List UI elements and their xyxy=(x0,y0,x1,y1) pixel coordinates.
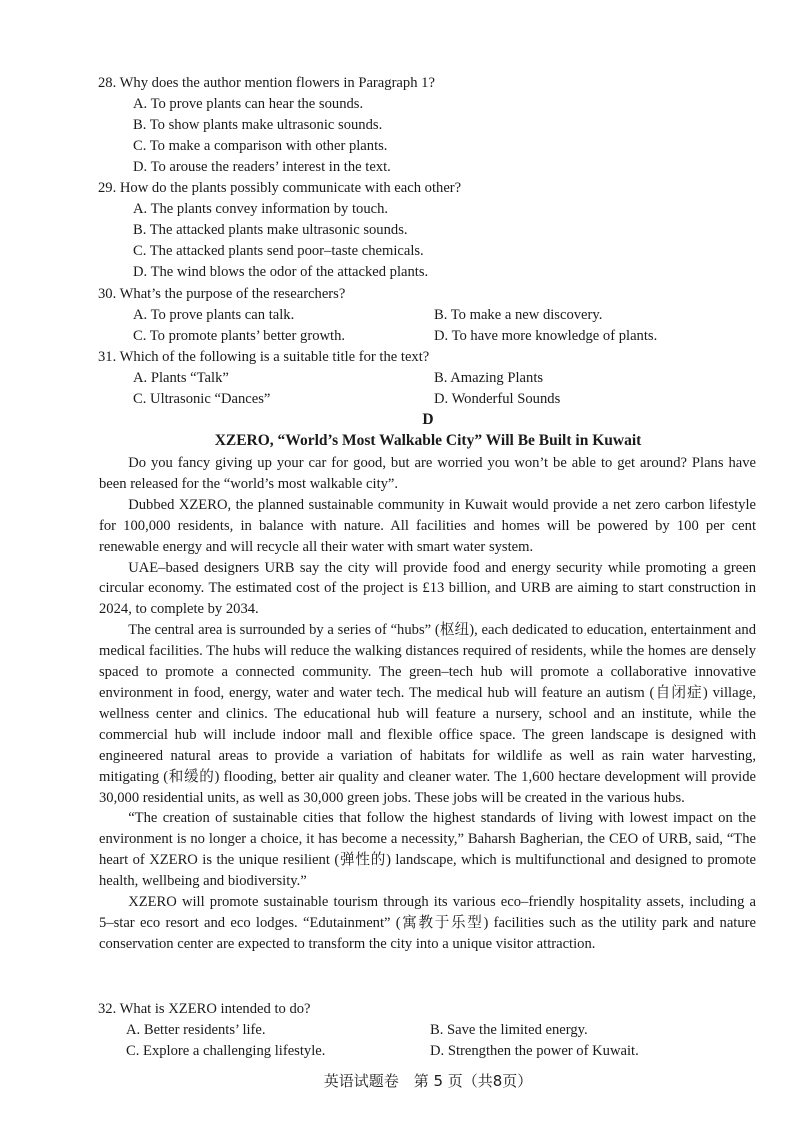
passage-paragraph-3: UAE–based designers URB say the city will provide food and energy security while promoting a green circular economy. The estimated cost of the project is £13 billion, and URB are aiming to start construction in 2024, to complete by 2034. xyxy=(99,559,756,618)
question-30-option-c: C. To promote plants’ better growth. xyxy=(133,328,346,344)
question-28-stem: 28. Why does the author mention flowers in Paragraph 1? xyxy=(98,75,435,91)
question-29-stem: 29. How do the plants possibly communicate with each other? xyxy=(98,180,462,196)
section-letter: D xyxy=(422,411,434,428)
question-32-stem: 32. What is XZERO intended to do? xyxy=(98,1001,311,1017)
question-28-option-c: C. To make a comparison with other plants. xyxy=(133,138,388,154)
question-31-option-c: C. Ultrasonic “Dances” xyxy=(133,391,271,407)
passage-title: XZERO, “World’s Most Walkable City” Will Be Built in Kuwait xyxy=(214,432,642,449)
question-29-option-d: D. The wind blows the odor of the attacked plants. xyxy=(133,264,429,280)
question-32-option-b: B. Save the limited energy. xyxy=(430,1022,588,1038)
question-31-option-b: B. Amazing Plants xyxy=(434,370,544,386)
passage-paragraph-5: “The creation of sustainable cities that follow the highest standards of living with lowest impact on the environment is no longer a choice, it has become a necessity,” Baharsh Bagherian, the CEO of URB, said, “The heart of XZERO is the unique resilient (弹性的) landscape, which is multifunctional and designed to promote health, wellbeing and biodiversity.” xyxy=(99,810,756,890)
question-30-option-d: D. To have more knowledge of plants. xyxy=(434,328,658,344)
question-30-option-b: B. To make a new discovery. xyxy=(434,307,603,323)
passage-paragraph-4: The central area is surrounded by a series of “hubs” (枢纽), each dedicated to education, entertainment and medical facilities. The hubs will reduce the walking distances required of residents, while the homes are densely spaced to promote a connected community. The green–tech hub will promote a collaborative innovative environment in food, energy, water and water tech. The medical hub will feature an autism (自闭症) village, wellness center and clinics. The educational hub will feature a nursery, school and an institute, while the commercial hub will include indoor mall and flexible office space. The green landscape is designed with engineered natural areas to provide a variation of habitats for wildlife as well as rain water harvesting, mitigating (和缓的) flooding, better air quality and cleaner water. The 1,600 hectare development will provide 30,000 residential units, as well as 30,000 green jobs. These jobs will be created in the various hubs. xyxy=(99,622,756,806)
question-31-option-d: D. Wonderful Sounds xyxy=(434,391,561,407)
question-29-option-a: A. The plants convey information by touch. xyxy=(133,201,389,217)
question-30-option-a: A. To prove plants can talk. xyxy=(133,307,295,323)
question-30-stem: 30. What’s the purpose of the researchers? xyxy=(98,286,346,302)
passage-body xyxy=(99,453,756,955)
question-28-option-a: A. To prove plants can hear the sounds. xyxy=(133,96,364,112)
question-28-option-b: B. To show plants make ultrasonic sounds. xyxy=(133,117,383,133)
question-29-option-b: B. The attacked plants make ultrasonic sounds. xyxy=(133,222,408,238)
question-32-option-c: C. Explore a challenging lifestyle. xyxy=(126,1043,326,1059)
question-29-option-c: C. The attacked plants send poor–taste chemicals. xyxy=(133,243,424,259)
question-31-stem: 31. Which of the following is a suitable title for the text? xyxy=(98,349,430,365)
question-32-option-d: D. Strengthen the power of Kuwait. xyxy=(430,1043,639,1059)
passage-paragraph-2: Dubbed XZERO, the planned sustainable community in Kuwait would provide a net zero carbon lifestyle for 100,000 residents, in balance with nature. All facilities and homes will be powered by 100 per cent renewable energy and will recycle all their water with smart water system. xyxy=(99,496,756,555)
question-31-option-a: A. Plants “Talk” xyxy=(133,370,229,386)
question-32-option-a: A. Better residents’ life. xyxy=(126,1022,266,1038)
passage-paragraph-6: XZERO will promote sustainable tourism through its various eco–friendly hospitality assets, including a 5–star eco resort and eco lodges. “Edutainment” (寓教于乐型) facilities such as the utility park and nature conservation center are expected to transform the city into a unique visitor attraction. xyxy=(99,894,756,952)
page-footer: 英语试题卷 第 5 页（共8页） xyxy=(323,1072,533,1090)
passage-paragraph-1: Do you fancy giving up your car for good, but are worried you won’t be able to get around? Plans have been released for the “world’s most walkable city”. xyxy=(99,455,756,492)
question-28-option-d: D. To arouse the readers’ interest in the text. xyxy=(133,159,391,175)
